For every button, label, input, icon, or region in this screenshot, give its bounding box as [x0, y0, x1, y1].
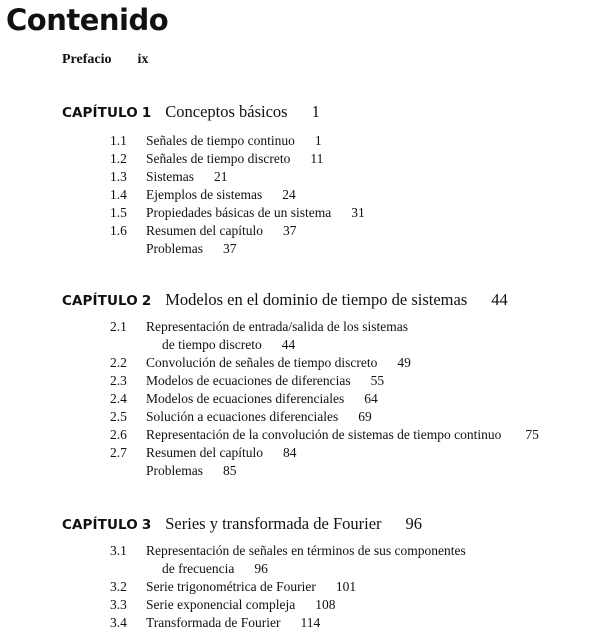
page-title: Contenido — [6, 3, 169, 37]
chapter-3-heading — [62, 514, 422, 534]
section-number: 3.2 — [110, 579, 127, 594]
section-title: Resumen del capítulo — [146, 445, 263, 460]
section-page: 108 — [315, 597, 336, 612]
section-entry — [0, 336, 600, 354]
section-page: 101 — [335, 579, 357, 594]
section-title: de tiempo discreto — [162, 337, 262, 352]
chapter-1-heading — [62, 102, 320, 122]
section-entry — [0, 426, 600, 444]
chapter-page: 44 — [491, 290, 508, 309]
section-number: 1.2 — [110, 151, 127, 166]
section-page: 44 — [281, 337, 296, 352]
section-title: Modelos de ecuaciones de diferencias — [146, 373, 351, 388]
section-title: Representación de entrada/salida de los sistemas — [146, 319, 409, 334]
section-title: de frecuencia — [162, 561, 235, 576]
chapter-title: Modelos en el dominio de tiempo de sistemas — [165, 290, 468, 309]
section-number: 2.1 — [110, 319, 127, 334]
section-entry — [0, 578, 600, 596]
section-number: 3.4 — [110, 615, 127, 630]
chapter-number: 2 — [141, 293, 152, 309]
section-title: Transformada de Fourier — [146, 615, 281, 630]
section-page: 64 — [364, 391, 378, 406]
section-title: Resumen del capítulo — [146, 223, 263, 238]
section-title: Problemas — [146, 241, 203, 256]
section-page: 49 — [397, 355, 411, 370]
section-title: Ejemplos de sistemas — [146, 187, 263, 202]
section-page: 84 — [282, 445, 297, 460]
chapter-page: 96 — [405, 514, 423, 533]
section-title: Convolución de señales de tiempo discreto — [146, 355, 378, 370]
section-entry — [0, 408, 600, 426]
chapter-3-sections — [0, 542, 600, 632]
section-entry — [0, 390, 600, 408]
chapter-number: 3 — [141, 517, 152, 533]
section-title: Representación de la convolución de sistemas de tiempo continuo — [146, 427, 502, 442]
section-title: Problemas — [146, 463, 203, 478]
section-title: Modelos de ecuaciones diferenciales — [146, 391, 345, 406]
section-number: 3.1 — [110, 543, 127, 558]
section-page: 37 — [282, 223, 297, 238]
section-page: 85 — [223, 463, 237, 478]
section-number: 1.4 — [110, 187, 127, 202]
chapter-page: 1 — [311, 102, 320, 121]
section-title: Señales de tiempo discreto — [146, 151, 291, 166]
section-title: Sistemas — [146, 169, 195, 184]
section-title: Solución a ecuaciones diferenciales — [146, 409, 339, 424]
section-entry — [0, 444, 600, 462]
section-page: 55 — [370, 373, 385, 388]
section-title: Serie trigonométrica de Fourier — [146, 579, 316, 594]
preface-entry — [62, 52, 148, 68]
section-entry — [0, 132, 600, 150]
section-page: 21 — [214, 169, 228, 184]
chapter-2-sections — [0, 318, 600, 480]
section-page: 75 — [525, 427, 539, 442]
section-page: 69 — [358, 409, 372, 424]
section-number: 2.5 — [110, 409, 127, 424]
section-page: 114 — [300, 615, 321, 630]
preface-page: ix — [137, 52, 149, 67]
section-number: 1.3 — [110, 169, 127, 184]
section-entry — [0, 596, 600, 614]
section-number: 2.3 — [110, 373, 127, 388]
chapter-label: CAPÍTULO — [62, 517, 138, 533]
section-number: 1.5 — [110, 205, 127, 220]
section-entry — [0, 614, 600, 632]
section-title: Serie exponencial compleja — [146, 597, 296, 612]
section-number: 1.6 — [110, 223, 127, 238]
section-entry — [0, 542, 600, 560]
chapter-2-heading — [62, 290, 508, 310]
chapter-1-sections — [0, 132, 600, 258]
section-number: 2.6 — [110, 427, 127, 442]
section-entry — [0, 222, 600, 240]
section-entry — [0, 168, 600, 186]
preface-label: Prefacio — [62, 52, 112, 67]
section-title: Propiedades básicas de un sistema — [146, 205, 332, 220]
section-page: 24 — [282, 187, 296, 202]
section-page: 96 — [254, 561, 268, 576]
section-number: 1.1 — [110, 133, 127, 148]
section-number: 3.3 — [110, 597, 127, 612]
section-title: Señales de tiempo continuo — [146, 133, 295, 148]
section-page: 37 — [223, 241, 237, 256]
chapter-label: CAPÍTULO — [62, 293, 138, 309]
section-entry — [0, 560, 600, 578]
section-page: 1 — [314, 133, 322, 148]
section-page: 11 — [310, 151, 324, 166]
chapter-title: Series y transformada de Fourier — [165, 514, 382, 533]
section-entry — [0, 186, 600, 204]
section-entry — [0, 372, 600, 390]
section-entry — [0, 240, 600, 258]
chapter-number: 1 — [141, 105, 152, 121]
section-entry — [0, 462, 600, 480]
section-number: 2.7 — [110, 445, 127, 460]
section-entry — [0, 150, 600, 168]
section-page: 31 — [351, 205, 365, 220]
section-entry — [0, 318, 600, 336]
section-title: Representación de señales en términos de sus componentes — [146, 543, 466, 558]
section-number: 2.4 — [110, 391, 127, 406]
chapter-title: Conceptos básicos — [165, 102, 288, 121]
chapter-label: CAPÍTULO — [62, 105, 138, 121]
section-number: 2.2 — [110, 355, 127, 370]
section-entry — [0, 204, 600, 222]
section-entry — [0, 354, 600, 372]
